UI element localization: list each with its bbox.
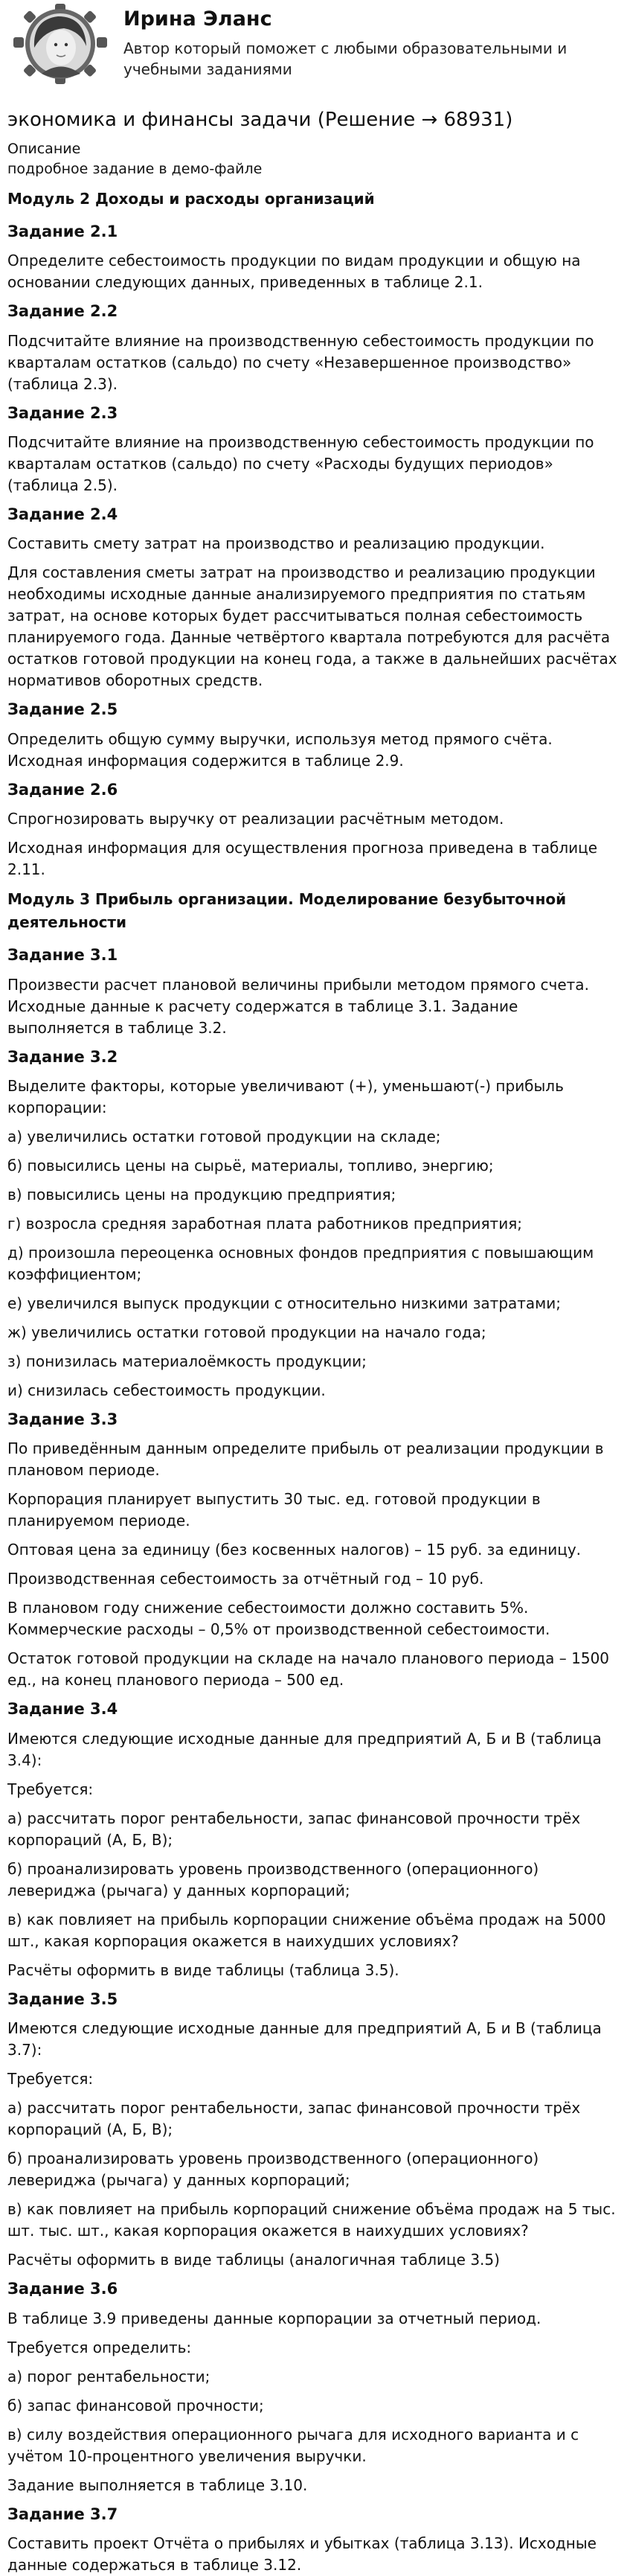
task-heading: Задание 2.3	[7, 403, 118, 422]
task-heading: Задание 2.2	[7, 302, 118, 321]
task-paragraph: в) как повлияет на прибыль корпораций снижение объёма продаж на 5 тыс. шт. тыс. шт., какая корпорация окажется в наихудших условиях?	[7, 2200, 616, 2240]
module-heading: Модуль 2 Доходы и расходы организаций	[7, 189, 375, 208]
task-paragraph: Расчёты оформить в виде таблицы (аналогичная таблице 3.5)	[7, 2251, 500, 2269]
task-paragraph: Составить смету затрат на производство и реализацию продукции.	[7, 534, 545, 553]
task-paragraph: Определите себестоимость продукции по видам продукции и общую на основании следующих данных, приведенных в таблице 2.1.	[7, 252, 581, 292]
task-paragraph: и) снизилась себестоимость продукции.	[7, 1381, 326, 1400]
task-paragraph: Спрогнозировать выручку от реализации расчётным методом.	[7, 810, 504, 828]
task-heading: Задание 3.2	[7, 1047, 118, 1066]
task-paragraph: а) рассчитать порог рентабельности, запас финансовой прочности трёх корпораций (А, Б, В);	[7, 1809, 581, 1849]
task-paragraph: По приведённым данным определите прибыль от реализации продукции в плановом периоде.	[7, 1439, 604, 1480]
task-paragraph: Составить проект Отчёта о прибылях и убытках (таблица 3.13). Исходные данные содержаться в таблице 3.12.	[7, 2534, 597, 2574]
task-paragraph: г) возросла средняя заработная плата работников предприятия;	[7, 1215, 522, 1233]
author-name: Ирина Эланс	[123, 7, 272, 31]
task-paragraph: Требуется определить:	[7, 2338, 192, 2356]
task-paragraph: Производственная себестоимость за отчётный год – 10 руб.	[7, 1570, 484, 1588]
task-heading: Задание 3.4	[7, 1700, 118, 1719]
task-heading: Задание 3.6	[7, 2280, 118, 2298]
task-paragraph: В плановом году снижение себестоимости должно составить 5%. Коммерческие расходы – 0,5% от производственной себестоимости.	[7, 1599, 550, 1639]
task-paragraph: в) повысились цены на продукцию предприятия;	[7, 1186, 396, 1204]
task-paragraph: Для составления сметы затрат на производство и реализацию продукции необходимы исходные данные анализируемого предприятия по статьям затрат, на основе которых будет рассчитываться полная себестоимость планируемого года. Данные четвёртого квартала потребуются для расчёта остатков готовой продукции на конец года, а также в дальнейших расчётах нормативов оборотных средств.	[7, 563, 617, 690]
task-paragraph: Оптовая цена за единицу (без косвенных налогов) – 15 руб. за единицу.	[7, 1541, 582, 1559]
task-paragraph: Корпорация планирует выпустить 30 тыс. ед. готовой продукции в планируемом периоде.	[7, 1490, 541, 1530]
task-paragraph: Подсчитайте влияние на производственную себестоимость продукции по кварталам остатков (сальдо) по счету «Расходы будущих периодов» (таблица 2.5).	[7, 433, 594, 495]
task-heading: Задание 3.1	[7, 946, 118, 965]
task-heading: Задание 2.1	[7, 222, 118, 240]
task-paragraph: з) понизилась материалоёмкость продукции;	[7, 1352, 367, 1371]
module-heading: Модуль 3 Прибыль организации. Моделирование безубыточной деятельности	[7, 890, 567, 932]
description-label: Описание	[7, 140, 81, 157]
task-paragraph: Подсчитайте влияние на производственную себестоимость продукции по кварталам остатков (сальдо) по счету «Незавершенное производство» (таблица 2.3).	[7, 331, 594, 393]
task-paragraph: Требуется:	[7, 2070, 94, 2088]
task-paragraph: в) как повлияет на прибыль корпорации снижение объёма продаж на 5000 шт., какая корпорация окажется в наихудших условиях?	[7, 1910, 606, 1950]
task-paragraph: в) силу воздействия операционного рычага для исходного варианта и с учётом 10-процентного увеличения выручки.	[7, 2425, 579, 2465]
task-paragraph: Исходная информация для осуществления прогноза приведена в таблице 2.11.	[7, 839, 598, 879]
task-paragraph: Требуется:	[7, 1780, 94, 1798]
task-paragraph: е) увеличился выпуск продукции с относительно низкими затратами;	[7, 1294, 561, 1313]
task-paragraph: Определить общую сумму выручки, используя метод прямого счёта. Исходная информация содержится в таблице 2.9.	[7, 729, 553, 770]
task-paragraph: а) порог рентабельности;	[7, 2367, 210, 2385]
author-header	[7, 0, 624, 108]
task-paragraph: Произвести расчет плановой величины прибыли методом прямого счета. Исходные данные к расчету содержатся в таблице 3.1. Задание выполняется в таблице 3.2.	[7, 975, 589, 1037]
task-paragraph: Имеются следующие исходные данные для предприятий А, Б и В (таблица 3.4):	[7, 1729, 602, 1769]
task-content	[7, 188, 624, 2576]
task-paragraph: б) запас финансовой прочности;	[7, 2396, 264, 2414]
task-heading: Задание 3.5	[7, 1989, 118, 2008]
task-heading: Задание 2.6	[7, 780, 118, 799]
task-paragraph: Выделите факторы, которые увеличивают (+), уменьшают(-) прибыль корпорации:	[7, 1077, 564, 1117]
task-heading: Задание 2.5	[7, 700, 118, 719]
task-paragraph: а) рассчитать порог рентабельности, запас финансовой прочности трёх корпораций (А, Б, В);	[7, 2099, 581, 2139]
task-paragraph: б) повысились цены на сырьё, материалы, топливо, энергию;	[7, 1157, 494, 1175]
task-heading: Задание 2.4	[7, 505, 118, 524]
task-paragraph: Остаток готовой продукции на складе на начало планового периода – 1500 ед., на конец планового периода – 500 ед.	[7, 1649, 610, 1690]
task-paragraph: В таблице 3.9 приведены данные корпорации за отчетный период.	[7, 2309, 541, 2327]
task-paragraph: Имеются следующие исходные данные для предприятий А, Б и В (таблица 3.7):	[7, 2019, 602, 2059]
task-paragraph: Расчёты оформить в виде таблицы (таблица 3.5).	[7, 1960, 399, 1979]
task-heading: Задание 3.7	[7, 2505, 118, 2523]
task-paragraph: б) проанализировать уровень производственного (операционного) левериджа (рычага) у данных корпораций;	[7, 2150, 539, 2190]
task-paragraph: б) проанализировать уровень производственного (операционного) левериджа (рычага) у данных корпораций;	[7, 1859, 539, 1899]
author-tagline: Автор который поможет с любыми образовательными и учебными заданиями	[123, 39, 568, 79]
description-note: подробное задание в демо-файле	[7, 161, 263, 178]
task-paragraph: д) произошла переоценка основных фондов предприятия с повышающим коэффициентом;	[7, 1244, 594, 1284]
task-paragraph: а) увеличились остатки готовой продукции на складе;	[7, 1128, 441, 1146]
task-paragraph: Задание выполняется в таблице 3.10.	[7, 2476, 308, 2494]
task-heading: Задание 3.3	[7, 1410, 118, 1429]
task-paragraph: ж) увеличились остатки готовой продукции на начало года;	[7, 1323, 486, 1342]
author-avatar	[12, 3, 109, 85]
document-title: экономика и финансы задачи (Решение → 68931)	[7, 109, 513, 131]
